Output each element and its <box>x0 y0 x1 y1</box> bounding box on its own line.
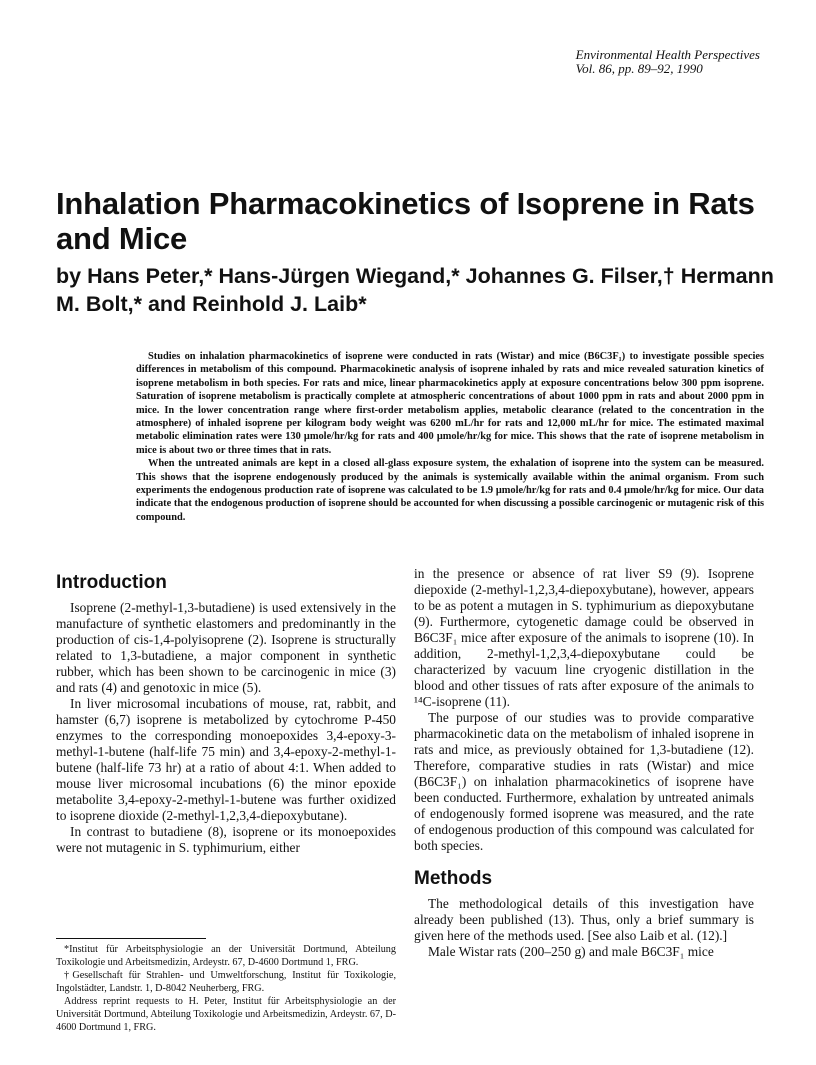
intro-continuation: in the presence or absence of rat liver S9 (9). Isoprene diepoxide (2-methyl-1,2,3,4-diepoxybutane), however, appears to be as potent a mutagen in S. typhimurium as diepoxybutane (9). Furthermore, cytogenetic damage could be observed in B6C3F₁ mice after exposure of the animals to isoprene (10). In addition, 2-methyl-1,2,3,4-diepoxybutane could be characterized by vacuum line cryogenic distillation in the blood and other tissues of rats after exposure of the animals to ¹⁴C-isoprene (11). <box>414 566 754 709</box>
intro-purpose-paragraph: The purpose of our studies was to provide comparative pharmacokinetic data on the metabolism of inhaled isoprene in rats and mice, as previously obtained for 1,3-butadiene (12). Therefore, comparative studies in rats (Wistar) and mice (B6C3F₁) on inhalation pharmacokinetics of isoprene have been conducted. Furthermore, exhalation by untreated animals of endogenously formed isoprene was measured, and the rate of endogenous production of this compound was calculated for both species. <box>414 710 754 853</box>
intro-paragraph-3: In contrast to butadiene (8), isoprene or its monoepoxides were not mutagenic in S. typhimurium, either <box>56 824 396 855</box>
intro-paragraph-1: Isoprene (2-methyl-1,3-butadiene) is used extensively in the manufacture of synthetic elastomers and predominantly in the production of cis-1,4-polyisoprene (2). Isoprene is structurally related to 1,3-butadiene, a major component in synthetic rubber, which has been shown to be carcinogenic in mice (3) and rats (4) and genotoxic in mice (5). <box>56 600 396 695</box>
footnote-affiliation-1: *Institut für Arbeitsphysiologie an der Universität Dortmund, Abteilung Toxikologie und Arbeitsmedizin, Ardeystr. 67, D-4600 Dortmund 1, FRG. <box>56 944 396 968</box>
author-list: by Hans Peter,* Hans-Jürgen Wiegand,* Johannes G. Filser,† Hermann M. Bolt,* and Reinhold J. Laib* <box>56 264 774 316</box>
footnote-affiliation-2: †Gesellschaft für Strahlen- und Umweltforschung, Institut für Toxikologie, Ingolstädter, Landstr. 1, D-8042 Neuherberg, FRG. <box>56 970 396 994</box>
abstract-paragraph-2: When the untreated animals are kept in a closed all-glass exposure system, the exhalation of isoprene into the system can be measured. This shows that the isoprene endogenously produced by the animals is systemically available within the animal organism. From such experiments the endogenous production rate of isoprene was calculated to be 1.9 μmole/hr/kg for rats and 0.4 μmole/hr/kg for mice. Our data indicate that the endogenous production of isoprene should be accounted for when discussing a possible carcinogenic or mutagenic risk of this compound. <box>136 458 764 523</box>
left-column <box>56 572 396 856</box>
journal-citation: Vol. 86, pp. 89–92, 1990 <box>575 61 703 76</box>
methods-heading: Methods <box>414 868 493 889</box>
introduction-heading: Introduction <box>56 572 167 593</box>
footnotes <box>56 944 396 1035</box>
journal-header <box>576 48 760 76</box>
abstract <box>136 350 764 524</box>
article-title: Inhalation Pharmacokinetics of Isoprene in Rats and Mice <box>56 186 755 256</box>
abstract-paragraph-1: Studies on inhalation pharmacokinetics of isoprene were conducted in rats (Wistar) and mice (B6C3F₁) to investigate possible species differences in metabolism of this compound. Pharmacokinetic analysis of isoprene inhaled by rats and mice revealed saturation kinetics of isoprene metabolism in both species. For rats and mice, linear pharmacokinetics apply at exposure concentrations below 300 ppm isoprene. Saturation of isoprene metabolism is practically complete at atmospheric concentrations of about 1000 ppm in rats and about 2000 ppm in mice. In the lower concentration range where first-order metabolism applies, metabolic clearance (related to the concentration in the atmosphere) of inhaled isoprene per kilogram body weight was 6200 mL/hr for rats and 12,000 mL/hr for mice. The estimated maximal metabolic elimination rates were 130 μmole/hr/kg for rats and 400 μmole/hr/kg for mice. This shows that the rate of isoprene metabolism in mice is about two or three times that in rats. <box>136 351 764 456</box>
intro-paragraph-2: In liver microsomal incubations of mouse, rat, rabbit, and hamster (6,7) isoprene is metabolized by cytochrome P-450 enzymes to the corresponding monoepoxides 3,4-epoxy-3-methyl-1-butene (half-life 75 min) and 3,4-epoxy-2-methyl-1-butene (half-life 73 hr) at a ratio of about 4:1. When added to mouse liver microsomal incubations (6) the minor epoxide metabolite 3,4-epoxy-2-methyl-1-butene was further oxidized to isoprene dioxide (2-methyl-1,2,3,4-diepoxybutane). <box>56 696 396 823</box>
journal-name: Environmental Health Perspectives <box>575 47 760 62</box>
footnote-divider <box>56 938 206 939</box>
right-column <box>414 566 754 960</box>
footnote-reprint: Address reprint requests to H. Peter, Institut für Arbeitsphysiologie an der Universität Dortmund, Abteilung Toxikologie und Arbeitsmedizin, Ardeystr. 67, D-4600 Dortmund 1, FRG. <box>56 996 396 1033</box>
methods-paragraph-1: The methodological details of this investigation have already been published (13). Thus, only a brief summary is given here of the methods used. [See also Laib et al. (12).] <box>414 896 754 943</box>
methods-paragraph-2: Male Wistar rats (200–250 g) and male B6C3F₁ mice <box>428 944 714 959</box>
